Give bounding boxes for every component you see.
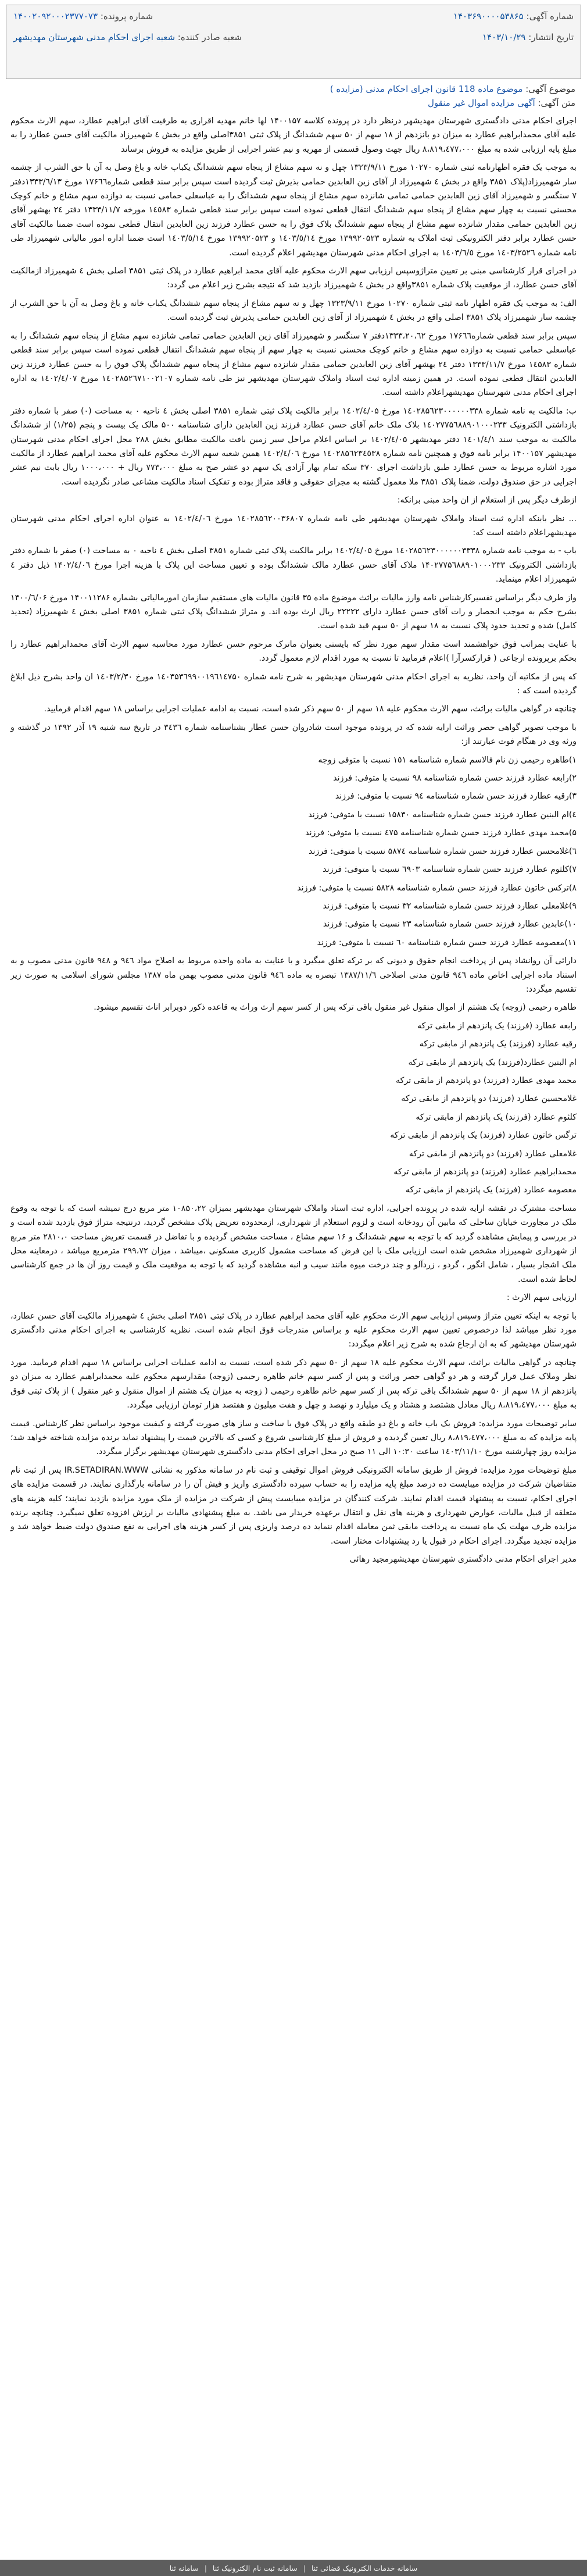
header-left-column [13,11,242,73]
footer-separator: | [303,2563,306,2573]
body-paragraph: باب - به موجب نامه شماره ۱٤۰۲۸۵٦۲۳۰۰۰۰۰۰۳۳۳۸ مورخ ۱٤۰۲/٤/۰۵ برابر مالکیت پلاک ثبتی شماره ۳۸۵۱ اصلی بخش ٤ ناحیه ۰ به مساحت (۰) صفر با شماره دفتر بازداشتی الکترونیک ۱۴۰۲۷۷۵٦۸۸۹۰۱۰۰۰۲۳۳ ملاک آقای حسن عطارد مالک ششدانگ بوده و تعیین مساحت این پلاک با هزینه اجرا مورخ ۱۴۰۲/٤/۰٦ ذیل دفتر ٤ شهمیرزاد اعلام مینماید. [10,546,577,585]
body-paragraph: سپس برابر سند قطعی شماره۱۷۶٦٦ مورخ ۱۳۳۳،۲۰،٦۲دفتر ۷ سنگسر و شهمیرزاد آقای زین العابدین حمامی تمامی شانزده سهم مشاع از پنجاه سهم ششدانگ را به عباسعلی حمامی نسبت به دوازده سهم مشاع و خانم کوچک محسنی نسبت به چهار سهم از پنجاه سهم ششدانگ انتقال قطعی نموده است سپس برابر سند قطعی شماره ۱٤۵۸۳ مورخ ۱۳۳۳/۱۱/۷ دفتر ۲٤ بهشهر آقای زین العابدین حمامی مقدار شانزده سهم مشاع از پنجاه سهم ششدانگ پلاک فوق را به حسن عطارد فرزند زین العابدین انتقال قطعی نموده است. در همین زمینه اداره ثبت اسناد واملاک شهرستان مهدیشهر نیز طی نامه شماره ۱٤۰۲۸۵۲٦۷۱۰۰۲۱۰۷ مورخ ۱٤۰۲/٤/۰۷ به اداره اجرای احکام مدنی شهرستان مهدیشهراعلام داشته است. [10,331,577,398]
body-paragraph: ۹)غلامعلی عطارد فرزند حسن شماره شناسنامه ۳۲ نسبت با متوفی: فرزند [323,901,577,911]
body-paragraph: رقیه عطارد (فرزند) یک پانزدهم از مابقی ترکه [419,1039,577,1049]
issuing-unit-value: شعبه اجرای احکام مدنی شهرستان مهدیشهر [13,32,176,42]
publish-date [453,32,574,42]
subject-row [12,84,575,94]
announcement-number-label: شماره آگهی: [526,11,574,22]
footer-bar [0,2560,587,2576]
case-number-label: شماره پرونده: [100,11,153,22]
text-label: متن آگهی: [538,98,575,108]
body-paragraph: در اجرای قرار کارشناسی مبنی بر تعیین متراژوسپس ارزیابی سهم الارث محکوم علیه آقای محمد ابراهیم عطارد در پلاک ثبتی ۳۸۵۱ اصلی بخش ٤ شهمیرزاد ازمالکیت آقای حسن عطارد، از موقعیت پلاک شماره ۳۸۵۱واقع در بخش ٤ شهمیرزاد بازدید شد که نتیجه بشرح زیر اعلام می گردد: [10,266,577,290]
body-paragraph: ترگس خاتون عطارد (فرزند) یک پانزدهم از مابقی ترکه [390,1131,577,1141]
publish-date-label: تاریخ انتشار: [528,32,574,42]
body-paragraph: ۸)ترکس خاتون عطارد فرزند حسن شماره شناسنامه ۵۸۲۸ نسبت با متوفی: فرزند [297,883,577,893]
text-value: آگهی مزایده اموال غیر منقول [428,98,535,108]
body-paragraph: طاهره رحیمی (زوجه) یک هشتم از اموال منقول غیر منقول باقی ترکه پس از کسر سهم ارث وراث به قاعده ذکور دوبرابر اناث تقسیم میشود. [94,1003,577,1013]
body-paragraph: ۳)رقیه عطارد فرزند حسن شماره شناسنامه ۹٤ نسبت با متوفی: فرزند [335,792,577,801]
body-paragraph: ام البنین عطارد(فرزند) یک پانزدهم از مابقی ترکه [408,1057,577,1067]
body-paragraph: الف: به موجب یک فقره اظهار نامه ثبتی شماره ۱۰۲۷۰ مورخ ۱۳۲۳/۹/۱۱ چهل و نه سهم مشاع از پنجاه سهم ششدانگ یکباب خانه و باغ وصل به آن با حق الشرب از چشمه سار شهمیرزاد پلاک ۳۸۵۱ اصلی واقع در بخش ٤ شهمیرزاد از آقای زین العابدین حمامی پذیرش ثبت گردیده است. [10,298,577,323]
text-title-row [12,98,575,108]
body-paragraph: ۱)طاهره رحیمی زن نام فالاسم شماره شناسنامه ۱٥۱ نسبت با متوفی زوجه [318,755,577,765]
subject-value: موضوع ماده 118 قانون اجرای احکام مدنی (مزایده ) [330,84,523,94]
announcement-body [6,112,581,1567]
body-paragraph: محمدابراهیم عطارد (فرزند) دو پانزدهم از مابقی ترکه [393,1167,577,1177]
case-number [13,11,242,22]
issuing-unit-label: شعبه صادر کننده: [177,32,242,42]
subject-label: موضوع آگهی: [525,84,575,94]
body-paragraph: ۷)کلثوم عطارد فرزند حسن شماره شناسنامه ٦۹۰۳ نسبت با متوفی: فرزند [323,865,577,875]
body-paragraph: ارزیابی سهم الارث : [506,1293,577,1303]
issuing-unit [13,32,242,42]
body-paragraph: چنانچه در گواهی مالیات براثث، سهم الارث محکوم علیه ۱۸ سهم از ۵۰ سهم ذکر شده است، نسبت به ادامه عملیات اجرایی براساس ۱۸ سهم اقدام فرمایید. [44,704,577,714]
case-number-value: ۱۴۰۰۲۰۹۲۰۰۰۲۳۷۷۰۷۳ [13,11,98,22]
body-paragraph: که پس از مکاتبه آن واحد، نظریه به اجرای احکام مدنی شهرستان مهدیشهر به شرح نامه شماره ۱٤۰۳۵۳٦۹۹۰۰۱۹٦۱٤۷۵۰ مورخ ۱٤۰۳/۲/۳۰ ان واحد بشرح ذیل ابلاغ گردیده است که : [10,672,577,696]
body-paragraph: ازطرف دیگر پس از استعلام از ان واحد مبنی برانکه: [397,496,577,505]
header-box [6,5,581,79]
body-paragraph: ۱۰)عابدین عطارد فرزند حسن شماره شناسنامه ۲۳ نسبت با متوفی: فرزند [323,920,577,929]
body-paragraph: ٦)غلامحسن عطارد فرزند حسن شماره شناسنامه ۵۸۷٤ نسبت با متوفی: فرزند [309,846,577,856]
body-paragraph: اجرای احکام مدنی دادگستری شهرستان مهدیشهر درنظر دارد در پرونده کلاسه ۱۴۰۰۱۵۷ لها خانم مهدیه اقراری به طرفیت آقای ابراهیم عطارد، سهم الارث محکوم علیه آقای محمدابراهیم عطارد به میزان دو بانزدهم از ۱۸ سهم از ۵۰ سهم ششدانگ از پلاک ثبتی ۳۸۵۱اصلی واقع در بخش ٤ شهمیرزاد مالکیت آقای حسن عطارد را به مبلغ پایه ارزیابی شده به مبلغ ۸،۸۱۹،٤۷۷،۰۰۰ ریال جهت وصول قسمتی از مهریه و نیم عشر اجرایی از طریق مزایده به فروش برساند [10,116,577,154]
body-paragraph: واز طرف دیگر براساس تفسیرکارشناس نامه وارز مالیات براثث موضوع ماده ۳۵ قانون مالیات های مستقیم سازمان امورمالیاتی بشماره ۱۴۰۰۱۱۲۸۶ مورخ ۱۴۰۰/٦/۰۶ بشرح حکم به موجب انحصار و رات آقای حسن عطارد دارای ۲۲۲۲۲ ریال ارث بوده اند. و متراژ ششدانگ پلاک ثبتی شماره ۳۸۵۱ اصلی بخش ٤ شهمیرزاد (تحدید کامل) شده و تحدید حدود پلاک نسبت به ۱۸ سهم از ۵۰ سهم قید شده است. [10,593,577,631]
announcement-meta [6,79,581,108]
footer-link-left[interactable]: سامانه خدمات الکترونیک قضائی ثنا [311,2563,418,2573]
body-paragraph: ... نظر بابنکه اداره ثبت اسناد واملاک شهرستان مهدیشهر طی نامه شماره ۱٤۰۲۸۵٦۲۰۰۳۶۸۰۷ مورخ ۱٤۰۲/٤/۰٦ به عنوان اداره اجرای احکام مدنی شهرستان مهدیشهراعلام داشته است که: [10,514,577,537]
body-paragraph: دارائی آن روانشاد پس از پرداخت انجام حقوق و دیونی که بر ترکه تعلق میگیرد و با عنایت به ماده واحده مربوط به اصلاح مواد ۹٤٦ و ۹٤۸ قانون مدنی مصوب و به استناد ماده اجرایی اخاص ماده ۹٤٦ قانون مدنی اصلاحی ۱۳۸۷/۱۱/٦ تبصره به ماده ۹٤٦ قانون مدنی مصوب بهمن ماه ۱۳۸۷ مجلس شورای اسلامی به صورت زیر تقسیم میگردد: [10,956,577,994]
announcement-number-value: ۱۴۰۳۶۹۰۰۰۰۵۳۸۶۵ [453,11,524,22]
body-paragraph: کلثوم عطارد (فرزند) یک پانزدهم از مابقی ترکه [416,1112,577,1122]
header-right-column [453,11,574,73]
body-paragraph: ٤)ام البنین عطارد فرزند حسن شماره شناسنامه ۱۵۸۳۰ نسبت با متوفی: فرزند [308,810,577,820]
body-paragraph: ۵)محمد مهدی عطارد فرزند حسن شماره شناسنامه ٤۷۵ نسبت با متوفی: فرزند [305,828,577,838]
body-paragraph: محمد مهدی عطارد (فرزند) دو پانزدهم از مابقی ترکه [396,1075,577,1085]
body-paragraph: با توجه به اینکه تعیین متراژ وسپس ارزیابی سهم الارث محکوم علیه آقای محمد ابراهیم عطارد در پلاک ثبتی ۳۸۵۱ اصلی بخش ٤ شهمیرزاد مالکیت آقای حسن عطارد، مورد نظر میباشد لذا درخصوص تعیین سهم الارث محکوم علیه و براساس مندرجات فوق انجام شده است. نظریه کارشناسی به اجرای احکام مدنی دادگستری شهرستان مهدیشهر که به ان ارجاع شده به شرح زیر اعلام میگردد: [10,1311,577,1349]
footer-link-middle[interactable]: سامانه ثبت نام الکترونیک ثنا [212,2563,298,2573]
body-paragraph: سایر توضیحات مورد مزایده: فروش یک باب خانه و باغ دو طبقه واقع در پلاک فوق با ساخت و ساز های صورت گرفته و کیفیت موجود براساس نظر کارشناس. قیمت پایه مزایده که به مبلغ ۸،۸۱۹،٤۷۷،۰۰۰ ریال تعیین گردیده و فروش از مبلغ کارشناسی شروع و کسی که بالاترین قیمت را پیشنهاد نماید برنده مزایده شناخته خواهد شد؛ مزایده روز چهارشنبه مورخ ۱٤۰۳/۱۱/۱۰ ساعت ۱۰:۳۰ الی ۱۱ صبح در محل اجرای احکام مدنی دادگستری شهرستان مهدیشهر برگزار میگردد. [10,1419,577,1457]
body-paragraph: معصومه عطارد (فرزند) یک پانزدهم از مابقی ترکه [405,1185,577,1195]
footer-separator: | [204,2563,207,2573]
body-paragraph: غلامحسین عطارد (فرزند) دو پانزدهم از مابقی ترکه [401,1094,577,1104]
body-paragraph: با عنایت بمراتب فوق خواهشمند است مقدار سهم مورد نظر که بایستی بعنوان ماترک مرحوم حسن عطارد مورد محاسبه سهم الارث آقای محمدابراهیم عطارد را بحکم برپرونده ارجاعی ( قرارکسرآرا )اعلام فرمایید تا نسبت به مورد اقدام لازم معمول گردد. [10,639,577,664]
body-paragraph: مساحت مشترک در نقشه ارایه شده در پرونده اجرایی، اداره ثبت اسناد واملاک شهرستان مهدیشهر بمیزان ۱۰۸۵۰،۲۲ متر مربع درج نمیشه است که با توجه به وقوع ملک در مجاورت خیابان ساحلی که مابین آن رودخانه است و لزوم استعلام از شهرداری، ازمحدوده تعریض پلاک مشخص گردید، درنتیجه متراژ فوق بازدید شده است و در بررسی و پیمایش مشاهده گردید که با توجه به سهم ششدانگ و ۱۶ سهم مشاع ، مساحت مشخص گردیده و با تفاضل در قسمت تعریض مساحت ۲۸۱۰،۰ متر مربع از شهرداری شهمیرزاد مشخص شده است ارزیابی ملک با این فرض که مساحت مشمول کاربری مسکونی ،میباشد ، میزان ۲۹۹،۷۲ مترمربع میباشد ، درمعاینه محل ملک اشجار بسیار ، شامل انگور ، گردو ، زردآلو و چند درخت میوه مانند سیب و انبه مشاهده گردید که با توجه به موقعیت ملک و قیمت روز آن ها در جمع کارشناسی لحاظ شده است. [10,1203,577,1284]
body-paragraph: چنانچه در گواهی مالیات براثث، سهم الارث محکوم علیه ۱۸ سهم از ۵۰ سهم ذکر شده است، نسبت به ادامه عملیات اجرایی براساس ۱۸ سهم اقدام فرمایید. مورد نظر وملاک عمل قرار گرفته و هر دو گواهی حصر وراثت و پس از کسر سهم خانم طاهره رحیمی (زوجه) مقدارسهم محکوم علیه محمدابراهیم عطارد به میزان دو پانزدهم از ۱۸ سهم از ۵۰ سهم ششدانگ باقی ترکه پس از کسر سهم خانم طاهره رحیمی ( زوجه به میزان یک هشتم از اموال منقول و غیر منقول ) از پلاک ثبتی فوق به مبلغ ۸،۸۱۹،٤۷۷،۰۰۰ ریال معادل هشتصد و هشتاد و یک میلیارد و نهصد و چهل و هفت میلیون و هفتصد هزار تومان ارزیابی میگردد. [10,1358,577,1410]
body-paragraph: ب: مالکیت به نامه شماره ۱٤۰۲۸۵٦۲۳۰۰۰۰۰۰۳۳۸ مورخ ۱٤۰۲/٤/۰۵ برابر مالکیت پلاک ثبتی شماره ۳۸۵۱ اصلی بخش ٤ ناحیه ۰ به مساحت (۰) صفر با شماره دفتر بازداشتی الکترونیک ۱٤۰۲۷۷۵٦۸۸۹۰۱۰۰۰۲۳۳ بلاک ملک خانم آقای حسن عطارد فرزند زین العابدین دارای شناسنامه ۵۰۰ مالک یک بیست و پنجم (۱/۲۵) از ششدانگ مالکیت به موجب سند ۱٤۰۱/٤/۱ دفتر مهدیشهر ۱٤۰۲/٤/۰۵ بر اساس اعلام مراحل سیر زمین بافت مالکیت مطابق بخش ۲۸۸ محل اجرای احکام مدنی شهرستان مهدیشهر ۱۴۰۰۱۵۷ برابر نامه فوق و همچنین نامه شماره ۱٤۰۲۸۵٦۲۳٤٥۳۸ مورخ ۱٤۰۲/٤/۰٦ همین شعبه سهم الارث محکوم علیه آقای محمد ابراهیم عطارد از مالکیت مورد اشاره مربوط به حسن عطارد طبق بازداشت اجرای ۳۷۰ سکه تمام بهار آزادی یک سهم دو عشر صح به مبلغ ۷۷۳،۰۰۰ ریال + ۱۰۰۰،۰۰۰ ریال بابت نیم عشر اجرایی در حق صندوق دولت، ضمنا پلاک ۳۸۵۱ ملا معمول گشته به مجرای حقوقی و فاقد متراژ بوده و تفکیک اسناد مالکیت مشاعی صادر نگردیده است. [10,406,577,487]
body-paragraph: رابعه عطارد (فرزند) یک پانزدهم از مابقی ترکه [417,1021,577,1031]
body-paragraph: مدیر اجرای احکام مدنی دادگستری شهرستان مهدیشهرمجید رهائی [349,1555,577,1565]
footer-link-right[interactable]: سامانه ثنا [169,2563,199,2573]
body-paragraph: به موجب یک فقره اظهارنامه ثبتی شماره ۱۰۲۷۰ مورخ ۱۳۲۳/۹/۱۱ چهل و نه سهم مشاع از پنجاه سهم ششدانگ یکباب خانه و باغ وصل به آن با حق الشرب از چشمه سار شهمیرزاد(پلاک ۳۸۵۱ واقع در بخش ٤ شهمیرزاد از آقای زین العابدین حمامی بذیرش ثبت گردیده است سپس برابر سند قطعی شماره۱۷۶٦٦ مورخ ۱۳۳۳/٦/۱۳دفتر ۷ سنگسر و شهمیرزاد آقای زین العابدین حمامی تمامی شانزده سهم مشاع از پنجاه سهم ششدانگ را به عباسعلی حمامی نسبت به دوازده سهم مشاع و خانم کوچک محسنی نسبت به چهار سهم مشاع از پنجاه سهم ششدانگ انتقال قطعی نموده است سپس برابر سند قطعی شماره ۱٤٥٨۳ مورخه ۱۳۳۳/۱۱/۷ دفتر ۲٤ بهشهر آقای زین العابدین حمامی مقدار شانزده سهم مشاع از پنجاه سهم ششدانگ بلاک فوق را به حسن عطارد فرزند زین العابدین انتقال قطعی نموده است ضمنا مالکیت آقای حسن عطارد برابر دفتر الکترونیکی ثبت املاک به شماره ۱۳۹۹۲۰۵۲۳ مورخ ۱٤۰۳/٥/۱٤ و ۱۳۹۹۲۰۵۲۳ مورخ ۱٤۰۳/٥/۱٤ است ضمنا اداره امور مالیاتی شهمیرزاد طی نامه شماره ۱٤۰۳/۲۵۲٦ مورخ ۱٤۰۳/٦/٥ به اجرای احکام مدنی شهرستان مهدیشهر اعلام گردیده است. [10,163,577,258]
body-paragraph: مبلغ توضیحات مورد مزایده: فروش از طریق سامانه الکترونیکی فروش اموال توقیفی و ثبت نام در سامانه مذکور به نشانی IR.SETADIRAN.WWW پس از ثبت نام متقاضیان شرکت در مزایده میبایست ده درصد مبلغ پایه مزایده را به حساب سپرده دادگستری واریز و فیش آن را در سامانه بارگذاری نمایند. در قسمت مزایده های اجرای احکام، نسبت به پیشنهاد قیمت اقدام نمایند. شرکت کنندگان در مزایده میبایست پیش از شرکت در مزایده از ملک مورد مزایده بازدید نمایند؛ کلیه هزینه های متعلقه از قبیل مالیات، عوارض شهرداری و هزینه های نقل و انتقال برعهده خریدار می باشد. به مبلغ پیشنهادی مالیات بر ارزش افزوده تعلق نمیگیرد. چنانچه برنده مزایده ظرف مهلت یک ماه نسبت به پرداخت مابقی ثمن معامله اقدام ننماید ده درصد واریزی پس از کسر هزینه های اجرایی به نفع صندوق دولت ضبط خواهد شد و مزایده تجدید میگردد. اجرای احکام در قبول یا رد پیشنهادات مختار است. [10,1465,577,1546]
body-paragraph: ۲)رابعه عطارد فرزند حسن شماره شناسنامه ۹۸ نسبت با متوفی: فرزند [333,774,577,783]
publish-date-value: ۱۴۰۳/۱۰/۲۹ [482,32,526,42]
body-paragraph: ۱۱)معصومه عطارد فرزند حسن شماره شناسنامه ٦۰ نسبت با متوفی: فرزند [317,938,577,947]
announcement-number [453,11,574,22]
body-paragraph: با موجب تصویر گواهی حصر وراثت ارایه شده که در پرونده موجود است شادروان حسن عطار بشناسنامه شماره ۳٤۳٦ در تاریخ سه شنبه ۱۹ آذر ۱۳۹۲ در گذشته و ورثه وی در هنگام فوت عبارتند از: [10,722,577,747]
body-paragraph: غلامعلی عطارد (فرزند) دو پانزدهم از مابقی ترکه [409,1149,577,1159]
